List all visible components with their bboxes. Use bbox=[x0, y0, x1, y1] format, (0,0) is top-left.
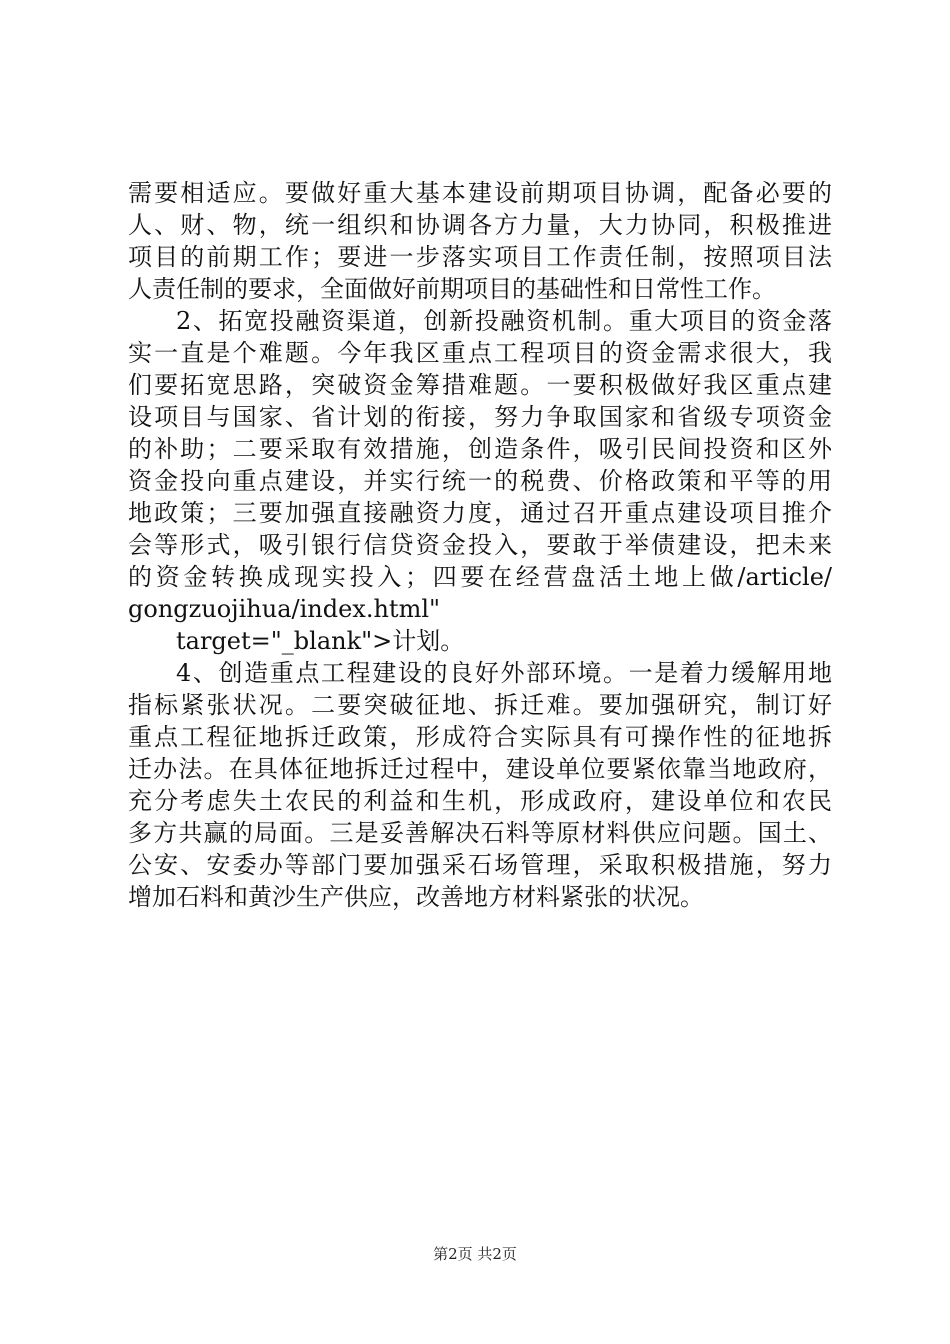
text-line: 充分考虑失土农民的利益和生机，形成政府，建设单位和农民 bbox=[128, 787, 832, 815]
text-line: 设项目与国家、省计划的衔接，努力争取国家和省级专项资金 bbox=[128, 403, 832, 431]
text-line: 人责任制的要求，全面做好前期项目的基础性和日常性工作。 bbox=[128, 275, 776, 303]
page-footer: 第2页 共2页 bbox=[433, 1245, 517, 1263]
text-line: 的补助；二要采取有效措施，创造条件，吸引民间投资和区外 bbox=[128, 435, 832, 463]
text-line: 重点工程征地拆迁政策，形成符合实际具有可操作性的征地拆 bbox=[128, 723, 832, 751]
text-line: 公安、安委办等部门要加强采石场管理，采取积极措施，努力 bbox=[128, 851, 832, 879]
text-line: 实一直是个难题。今年我区重点工程项目的资金需求很大，我 bbox=[128, 339, 832, 367]
text-line: 的资金转换成现实投入；四要在经营盘活土地上做/article/ bbox=[128, 563, 832, 591]
text-line: 增加石料和黄沙生产供应，改善地方材料紧张的状况。 bbox=[128, 883, 704, 911]
document-body bbox=[128, 177, 832, 913]
text-line: 指标紧张状况。二要突破征地、拆迁难。要加强研究，制订好 bbox=[128, 691, 832, 719]
text-line: target="_blank">计划。 bbox=[176, 627, 465, 655]
text-line: 人、财、物，统一组织和协调各方力量，大力协同，积极推进 bbox=[128, 211, 832, 239]
text-line: 多方共赢的局面。三是妥善解决石料等原材料供应问题。国土、 bbox=[128, 819, 832, 847]
text-line: 们要拓宽思路，突破资金筹措难题。一要积极做好我区重点建 bbox=[128, 371, 832, 399]
text-line: 项目的前期工作；要进一步落实项目工作责任制，按照项目法 bbox=[128, 243, 832, 271]
text-line: gongzuojihua/index.html" bbox=[128, 595, 441, 623]
text-line: 迁办法。在具体征地拆迁过程中，建设单位要紧依靠当地政府， bbox=[128, 755, 832, 783]
text-line: 4、创造重点工程建设的良好外部环境。一是着力缓解用地 bbox=[176, 659, 832, 687]
text-line: 资金投向重点建设，并实行统一的税费、价格政策和平等的用 bbox=[128, 467, 832, 495]
text-line: 2、拓宽投融资渠道，创新投融资机制。重大项目的资金落 bbox=[176, 307, 832, 335]
text-line: 会等形式，吸引银行信贷资金投入，要敢于举债建设，把未来 bbox=[128, 531, 832, 559]
text-line: 需要相适应。要做好重大基本建设前期项目协调，配备必要的 bbox=[128, 179, 832, 207]
text-line: 地政策；三要加强直接融资力度，通过召开重点建设项目推介 bbox=[128, 499, 832, 527]
